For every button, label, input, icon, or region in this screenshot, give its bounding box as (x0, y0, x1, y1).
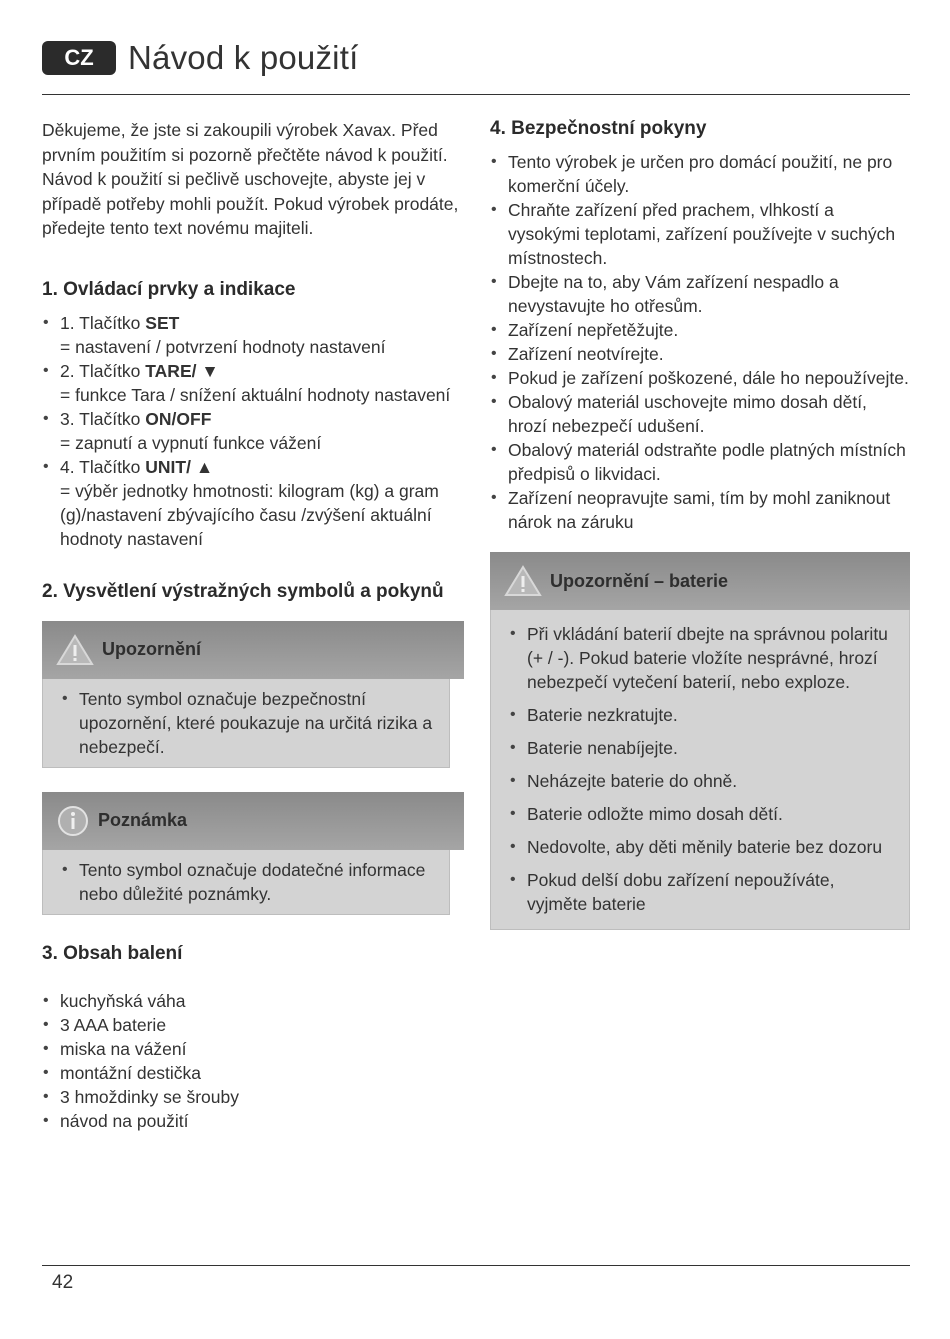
warning-box (42, 621, 464, 768)
battery-warning-body (490, 610, 910, 930)
list-item: • miska na vážení (42, 1037, 464, 1061)
note-box-label: Poznámka (98, 810, 188, 830)
note-box-body (42, 850, 450, 915)
list-item (42, 311, 464, 359)
footer-divider (42, 1265, 910, 1266)
list-item: • Tento výrobek je určen pro domácí použití, ne pro komerční účely. (490, 150, 910, 198)
list-item: • Baterie odložte mimo dosah dětí. (509, 802, 899, 826)
list-item: • Zařízení neotvírejte. (490, 342, 910, 366)
battery-warning-header (490, 552, 910, 610)
control-desc: = výběr jednotky hmotnosti: kilogram (kg) a gram (g)/nastavení zbývajícího času /zvýšení aktuální hodnoty nastavení (60, 480, 439, 549)
page-header (42, 36, 358, 80)
warning-box-header (42, 621, 464, 679)
battery-warning-box (490, 552, 910, 930)
warning-list (61, 687, 439, 759)
list-item: • Zařízení nepřetěžujte. (490, 318, 910, 342)
intro-paragraph: Děkujeme, že jste si zakoupili výrobek Xavax. Před prvním použitím si pozorně přečtěte návod k použití. Návod k použití si pečlivě uschovejte, abyste jej v případě potřeby mohli použít. Pokud výrobek prodáte, předejte tento text novému majiteli. (42, 120, 459, 238)
section-3-heading: 3. Obsah balení (42, 942, 183, 964)
section-1-heading: 1. Ovládací prvky a indikace (42, 278, 296, 300)
warning-box-body (42, 679, 450, 768)
control-key: UNIT/ ▲ (145, 456, 214, 477)
list-item: • Baterie nezkratujte. (509, 703, 899, 727)
right-column (490, 118, 910, 930)
section-2-heading: 2. Vysvětlení výstražných symbolů a pokynů (42, 580, 444, 602)
list-item: • montážní destička (42, 1061, 464, 1085)
warning-triangle-icon (504, 564, 542, 598)
battery-warning-list (509, 622, 899, 916)
controls-list (42, 311, 464, 551)
list-item: • 3 AAA baterie (42, 1013, 464, 1037)
list-item: • Nedovolte, aby děti měnily baterie bez dozoru (509, 835, 899, 859)
left-column (42, 118, 464, 1133)
package-contents-list (42, 989, 464, 1133)
note-box (42, 792, 464, 915)
list-item (42, 455, 464, 551)
language-badge: CZ (42, 41, 116, 75)
list-item: • Dbejte na to, aby Vám zařízení nespadlo a nevystavujte ho otřesům. (490, 270, 910, 318)
list-item: • 3 hmoždinky se šrouby (42, 1085, 464, 1109)
control-key: ON/OFF (145, 408, 212, 429)
control-key: TARE/ ▼ (145, 360, 219, 381)
list-item: • Obalový materiál odstraňte podle platných místních předpisů o likvidaci. (490, 438, 910, 486)
list-item (42, 407, 464, 455)
info-icon (56, 804, 90, 838)
control-prefix: 1. Tlačítko (60, 312, 146, 333)
control-prefix: 3. Tlačítko (60, 408, 146, 429)
control-desc: = nastavení / potvrzení hodnoty nastavení (60, 336, 386, 357)
page-title: Návod k použití (128, 39, 359, 76)
control-key: SET (145, 312, 180, 333)
page-number: 42 (52, 1272, 74, 1293)
list-item: • Pokud delší dobu zařízení nepoužíváte, vyjměte baterie (509, 868, 899, 916)
list-item: • Pokud je zařízení poškozené, dále ho nepoužívejte. (490, 366, 910, 390)
list-item: • Tento symbol označuje bezpečnostní upozornění, které poukazuje na určitá rizika a nebezpečí. (61, 687, 439, 759)
control-desc: = zapnutí a vypnutí funkce vážení (60, 432, 322, 453)
list-item: • Obalový materiál uschovejte mimo dosah dětí, hrozí nebezpečí udušení. (490, 390, 910, 438)
note-list (61, 858, 439, 906)
battery-warning-label: Upozornění – baterie (550, 570, 729, 591)
section-4-heading: 4. Bezpečnostní pokyny (490, 118, 707, 139)
list-item: • Tento symbol označuje dodatečné informace nebo důležité poznámky. (61, 858, 439, 906)
list-item: • Při vkládání baterií dbejte na správnou polaritu (+ / -). Pokud baterie vložíte nesprávné, hrozí nebezpečí vytečení baterií, nebo exploze. (509, 622, 899, 694)
list-item: • Neházejte baterie do ohně. (509, 769, 899, 793)
note-box-header (42, 792, 464, 850)
warning-triangle-icon (56, 633, 94, 667)
control-desc: = funkce Tara / snížení aktuální hodnoty nastavení (60, 384, 451, 405)
control-prefix: 4. Tlačítko (60, 456, 146, 477)
list-item: • Zařízení neopravujte sami, tím by mohl zaniknout nárok na záruku (490, 486, 910, 534)
list-item: • návod na použití (42, 1109, 464, 1133)
warning-box-label: Upozornění (102, 639, 201, 659)
list-item: • Baterie nenabíjejte. (509, 736, 899, 760)
header-divider (42, 94, 910, 95)
control-prefix: 2. Tlačítko (60, 360, 146, 381)
list-item: • kuchyňská váha (42, 989, 464, 1013)
list-item: • Chraňte zařízení před prachem, vlhkostí a vysokými teplotami, zařízení používejte v suchých místnostech. (490, 198, 910, 270)
safety-list (490, 150, 910, 534)
list-item (42, 359, 464, 407)
